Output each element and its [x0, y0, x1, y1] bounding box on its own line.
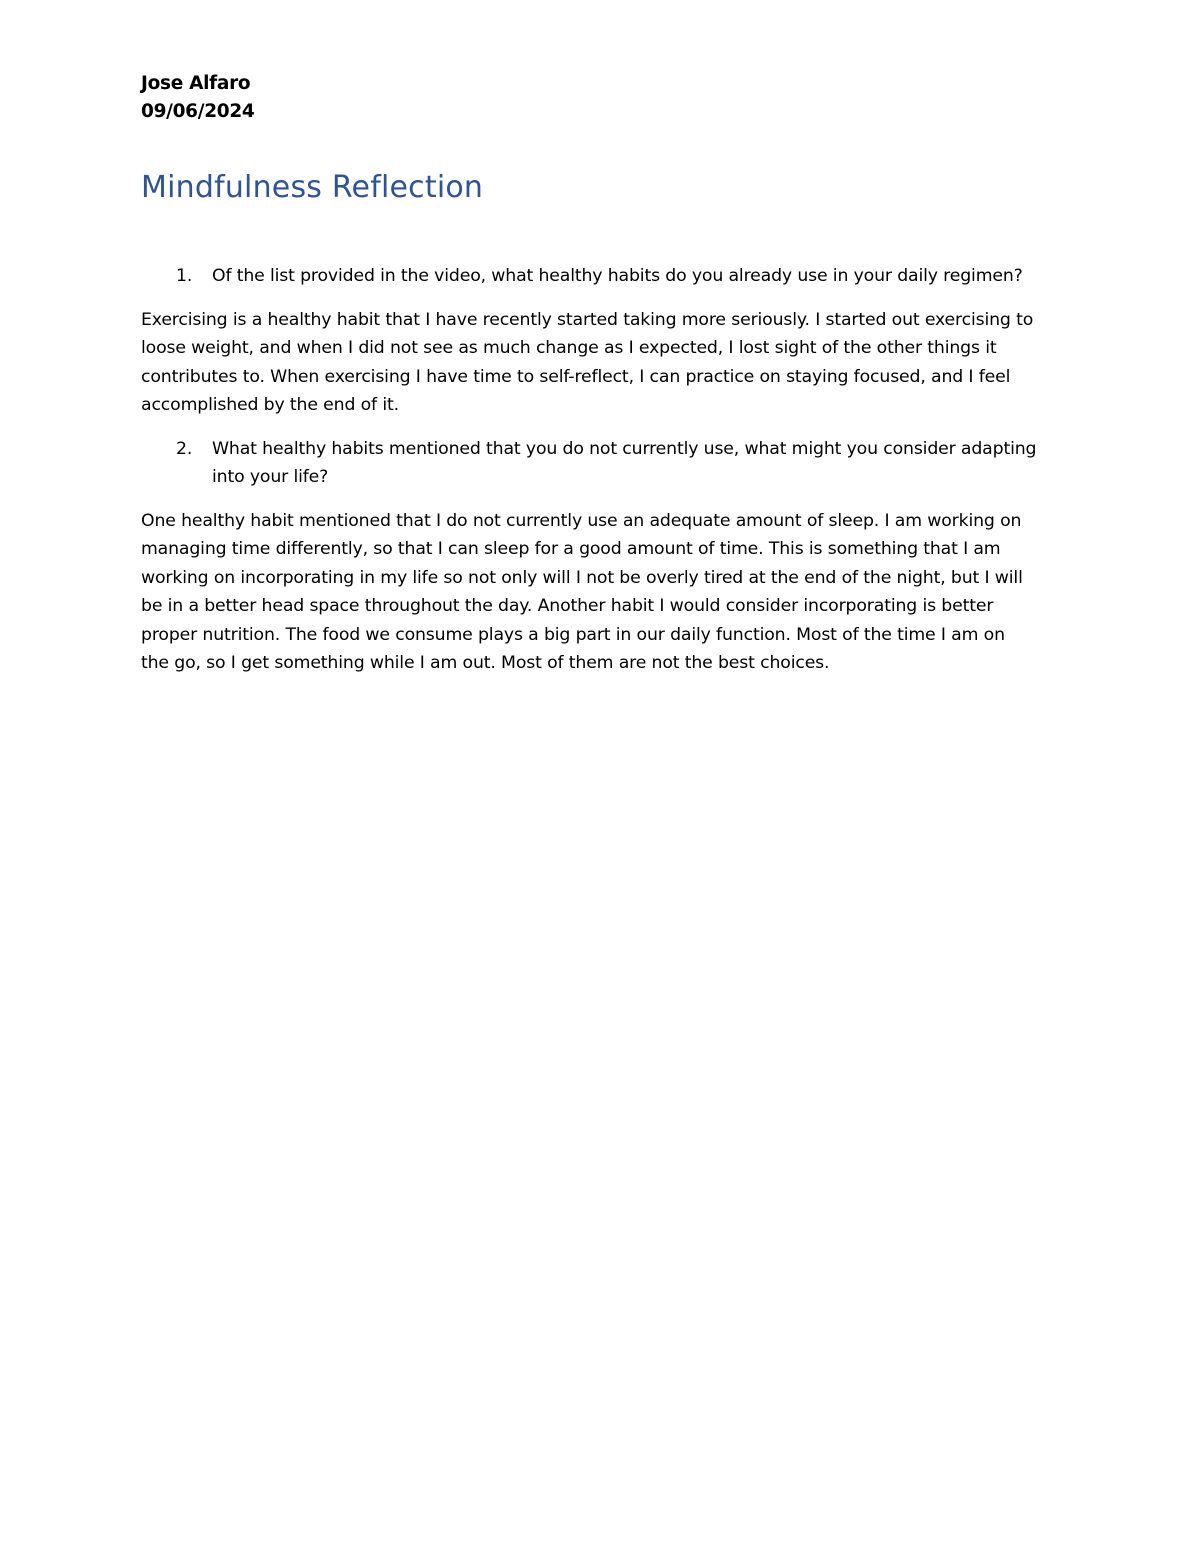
- header-block: [141, 70, 1060, 126]
- answer-line: accomplished by the end of it.: [141, 395, 399, 415]
- answer-line: loose weight, and when I did not see as much change as I expected, I lost sight of the other things it: [141, 338, 997, 358]
- answer-1: [141, 306, 1060, 420]
- answer-line: proper nutrition. The food we consume plays a big part in our daily function. Most of the time I am on: [141, 624, 1005, 645]
- answer-line: the go, so I get something while I am out. Most of them are not the best choices.: [141, 653, 830, 673]
- answer-line: managing time differently, so that I can sleep for a good amount of time. This is something that I am: [141, 539, 1001, 559]
- question-text-line: What healthy habits mentioned that you do not currently use, what might you consider adapting: [212, 438, 1037, 459]
- question-number: 1.: [176, 266, 193, 286]
- answer-line: working on incorporating in my life so not only will I not be overly tired at the end of the night, but I will: [141, 567, 1023, 588]
- question-text: Of the list provided in the video, what healthy habits do you already use in your daily regimen?: [212, 266, 1023, 286]
- question-1: [141, 262, 1060, 291]
- answer-line: Exercising is a healthy habit that I have recently started taking more seriously. I started out exercising to: [141, 309, 1034, 330]
- answer-line: contributes to. When exercising I have time to self-reflect, I can practice on staying focused, and I feel: [141, 366, 1011, 387]
- answer-line: be in a better head space throughout the day. Another habit I would consider incorporating is better: [141, 596, 994, 616]
- answer-line: One healthy habit mentioned that I do not currently use an adequate amount of sleep. I am working on: [141, 510, 1022, 531]
- document-date: 09/06/2024: [141, 101, 255, 122]
- question-list: [141, 262, 1060, 291]
- question-text-line: into your life?: [212, 467, 329, 487]
- question-2: [141, 435, 1060, 492]
- answer-2: [141, 507, 1060, 678]
- document-title: Mindfulness Reflection: [141, 170, 484, 205]
- question-number: 2.: [176, 438, 193, 459]
- author-name: Jose Alfaro: [141, 73, 251, 94]
- question-list: [141, 435, 1060, 492]
